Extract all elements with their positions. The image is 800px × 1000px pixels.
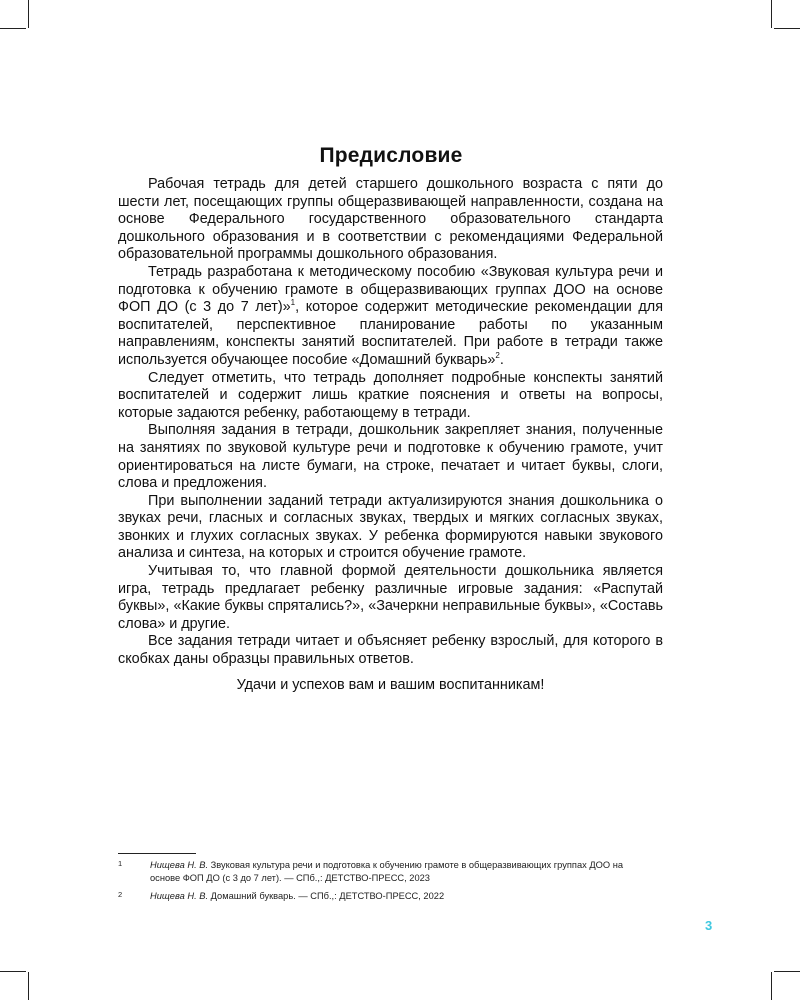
footnote-author: Нищева Н. В.: [150, 860, 209, 870]
crop-mark: [774, 28, 800, 29]
paragraph: При выполнении заданий тетради актуализируются знания дошкольника о звуках речи, гласных и согласных звуках, твердых и мягких согласных звуках, звонких и глухих согласных звуках. У ребенка формируются навыки звукового анализа и синтеза, на которых и строится обучение грамоте.: [118, 492, 663, 562]
paragraph: Учитывая то, что главной формой деятельности дошкольника является игра, тетрадь предлагает ребенку различные игровые задания: «Распутай буквы», «Какие буквы спрятались?», «Зачеркни неправильные буквы», «Составь слова» и другие.: [118, 563, 663, 632]
paragraph: Выполняя задания в тетради, дошкольник закрепляет знания, полученные на занятиях по звуковой культуре речи и подготовке к обучению грамоте, учит ориентироваться на листе бумаги, на строке, печатает и читает буквы, слоги, слова и предложения.: [118, 422, 663, 492]
crop-mark: [28, 972, 29, 1000]
paragraph: Тетрадь разработана к методическому пособию «Звуковая культура речи и подготовка к обучению грамоте в общеразвивающих группах ДОО на основе ФОП ДО (с 3 до 7 лет)»$^1$, которое содержит методические рекомендации для воспитателей, перспективное планирование работы по указанным направлениям, конспекты занятий воспитателей. При работе в тетради также используется обучающее пособие «Домашний букварь»$^2$.: [118, 263, 663, 368]
footnote-divider: [118, 853, 196, 854]
footnote-author: Нищева Н. В.: [150, 891, 209, 901]
footnote-ref[interactable]: 1: [290, 298, 296, 308]
crop-mark: [771, 972, 772, 1000]
paragraph: Все задания тетради читает и объясняет ребенку взрослый, для которого в скобках даны образцы правильных ответов.: [118, 633, 663, 668]
crop-mark: [774, 971, 800, 972]
footnote-text: Звуковая культура речи и подготовка к обучению грамоте в общеразвивающих группах ДОО на основе ФОП ДО (с 3 до 7 лет). — СПб.,: ДЕТСТВО-ПРЕСС, 2023: [150, 860, 623, 883]
closing-line: Удачи и успехов вам и вашим воспитанникам!: [236, 676, 545, 693]
footnote: [118, 890, 648, 903]
footnote: [118, 859, 648, 884]
preface-body: [118, 176, 663, 694]
crop-mark: [28, 0, 29, 28]
footnote-ref[interactable]: 2: [495, 351, 500, 361]
crop-mark: [771, 0, 772, 28]
page-number: 3: [705, 918, 713, 933]
footnote-text: Домашний букварь. — СПб.,: ДЕТСТВО-ПРЕСС, 2022: [208, 891, 445, 901]
footnote-number: 2: [118, 890, 123, 899]
crop-mark: [0, 28, 26, 29]
footnotes: [118, 859, 648, 909]
page-title: Предисловие: [319, 144, 463, 168]
paragraph: Рабочая тетрадь для детей старшего дошкольного возраста с пяти до шести лет, посещающих группы общеразвивающей направленности, создана на основе Федерального государственного образовательного стандарта дошкольного образования и в соответствии с рекомендациями Федеральной образовательной программы дошкольного образования.: [118, 176, 663, 263]
crop-mark: [0, 971, 26, 972]
footnote-number: 1: [118, 859, 123, 868]
paragraph: Следует отметить, что тетрадь дополняет подробные конспекты занятий воспитателей и содержит лишь краткие пояснения и ответы на вопросы, которые задаются ребенку, работающему в тетради.: [118, 369, 663, 421]
